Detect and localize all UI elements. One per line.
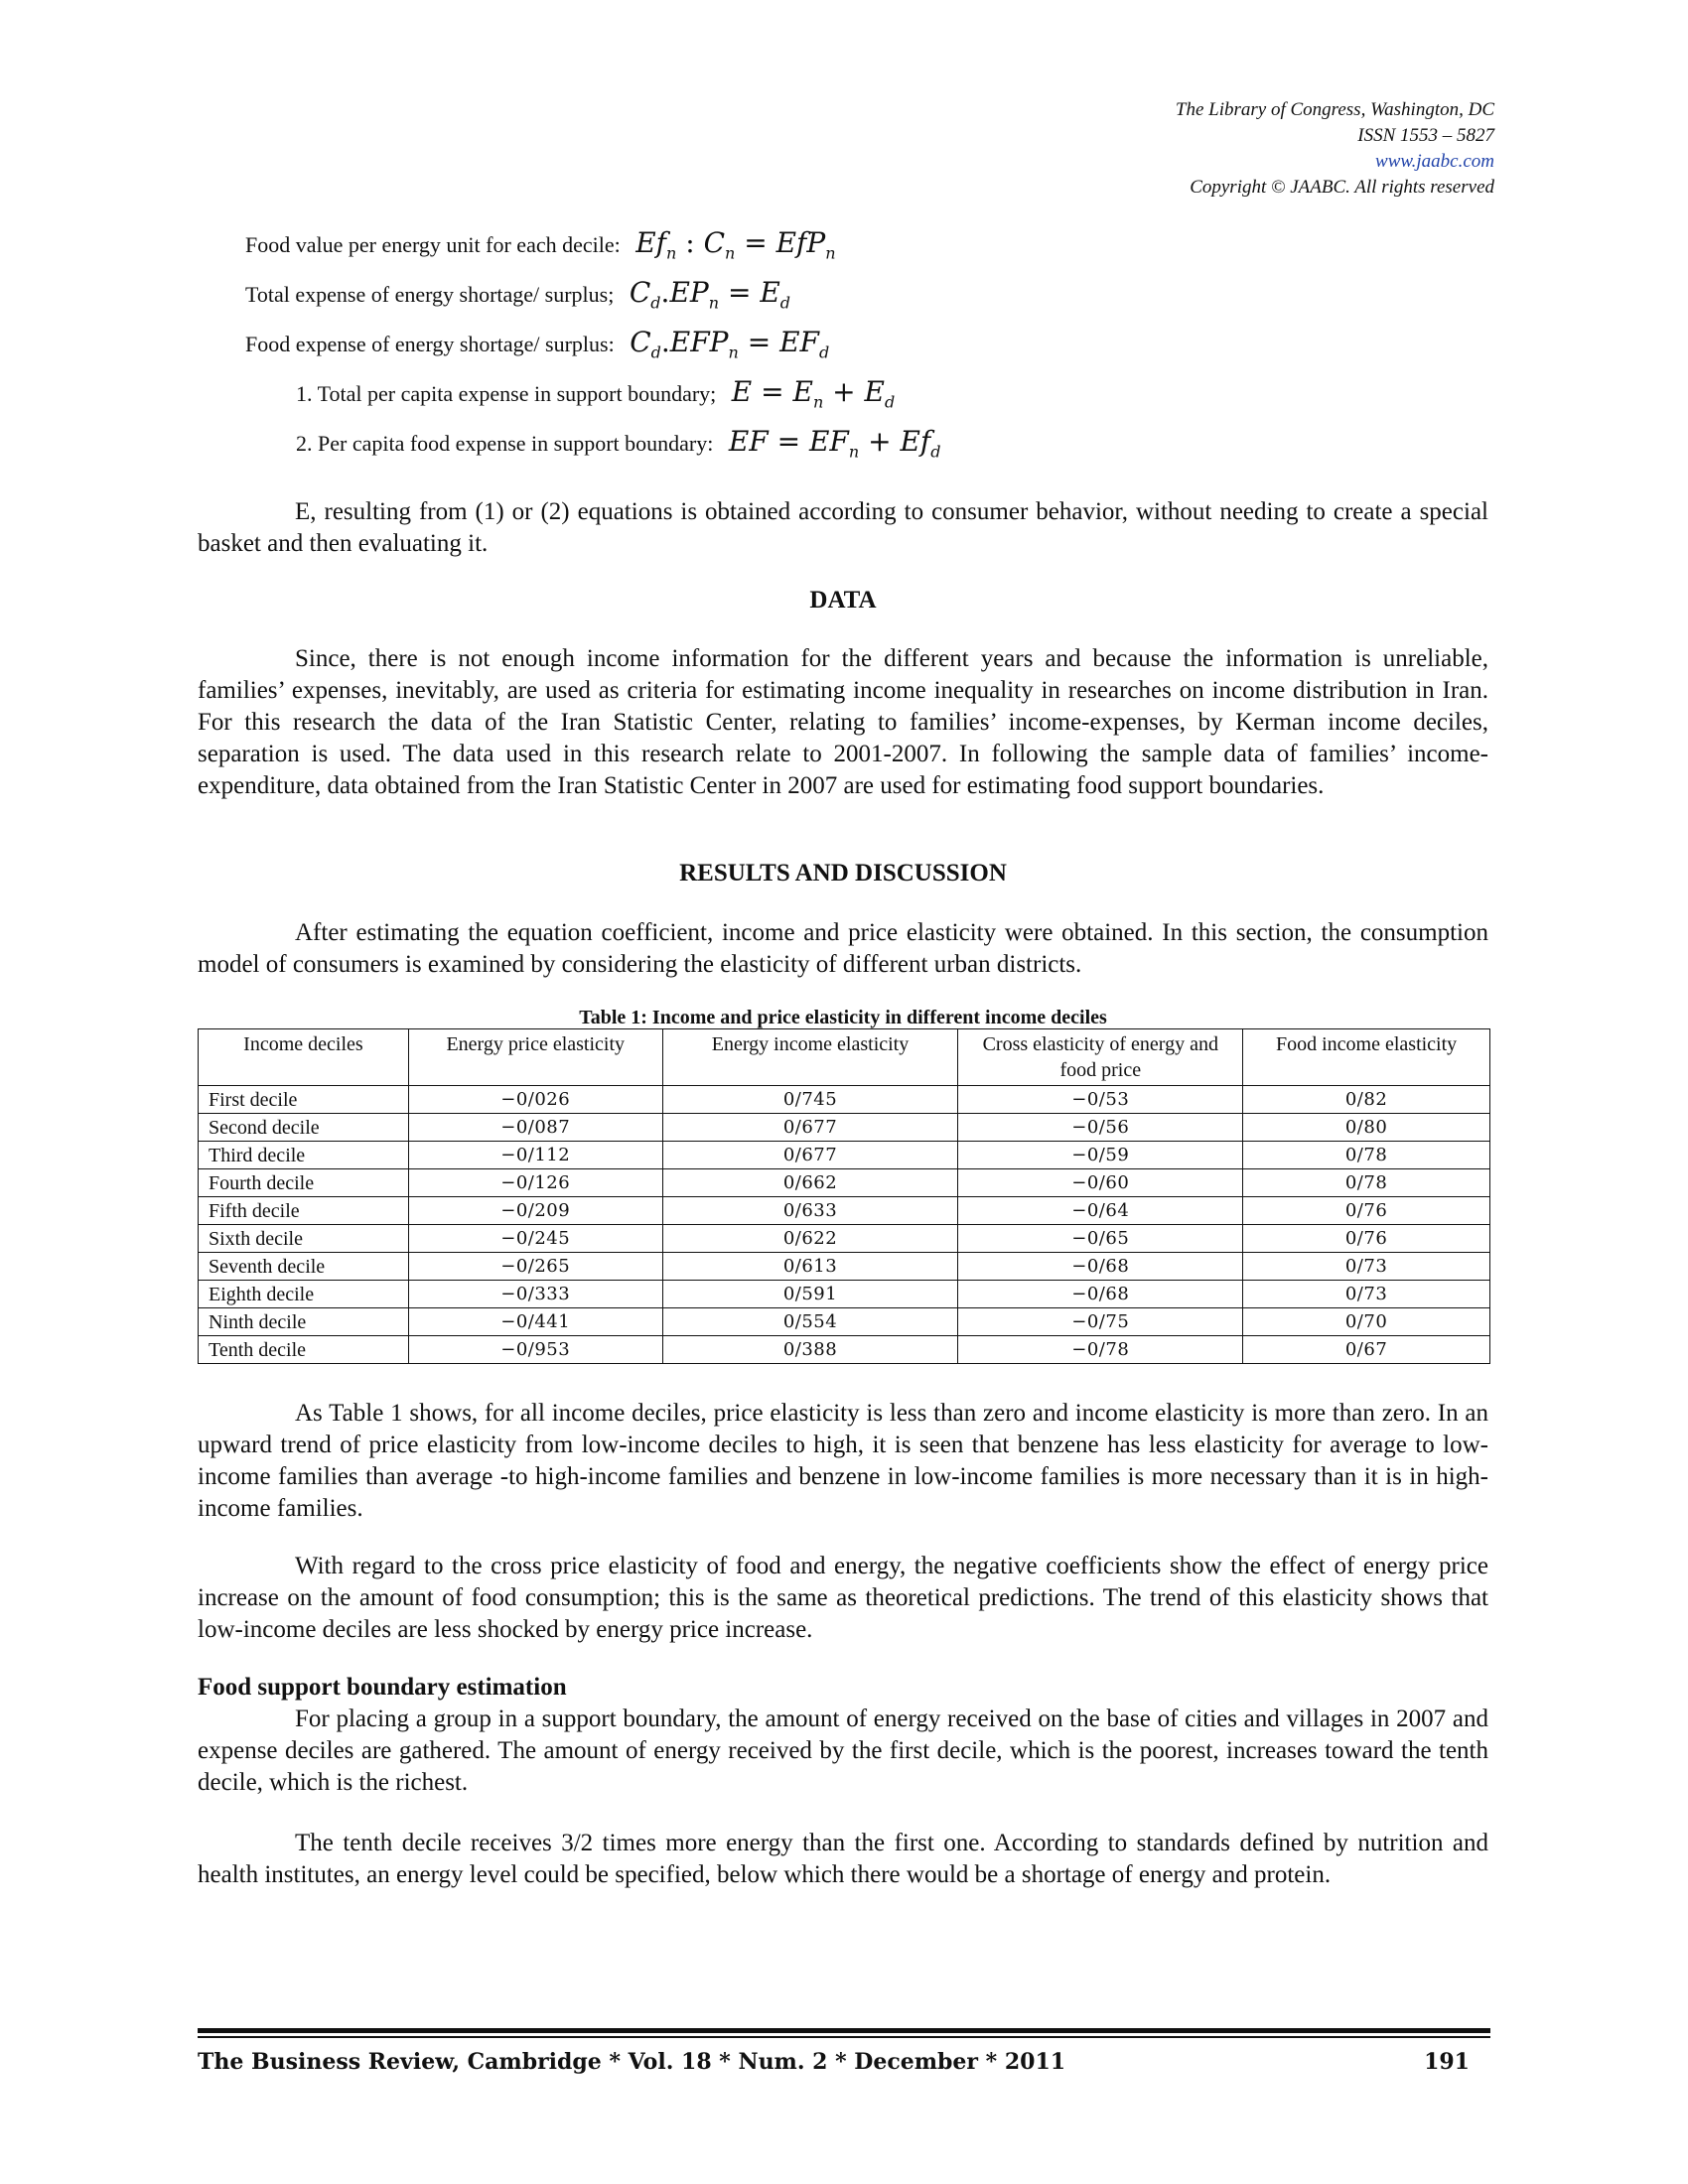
table-cell: −0/68: [958, 1281, 1243, 1308]
table-cell: 0/633: [662, 1197, 958, 1225]
table-cell: Eighth decile: [199, 1281, 409, 1308]
header-website-link[interactable]: www.jaabc.com: [1375, 151, 1494, 172]
equation-label: Total expense of energy shortage/ surplus;: [245, 282, 615, 307]
section-heading-data: DATA: [809, 587, 877, 614]
table-cell: 0/78: [1243, 1142, 1490, 1169]
column-header: Income deciles: [199, 1029, 409, 1086]
table-row: [199, 1169, 1490, 1197]
table-cell: −0/026: [408, 1086, 662, 1114]
equation-formula: $E = E_n + E_d$: [731, 375, 896, 412]
table-cell: 0/82: [1243, 1086, 1490, 1114]
table-cell: 0/677: [662, 1142, 958, 1169]
table-cell: Fifth decile: [199, 1197, 409, 1225]
table-cell: −0/65: [958, 1225, 1243, 1253]
table-cell: −0/087: [408, 1114, 662, 1142]
table-cell: −0/126: [408, 1169, 662, 1197]
table-cell: 0/80: [1243, 1114, 1490, 1142]
equation-food-value: [245, 226, 836, 263]
table-cell: −0/53: [958, 1086, 1243, 1114]
table-cell: First decile: [199, 1086, 409, 1114]
paragraph-results: After estimating the equation coefficient, income and price elasticity were obtained. In this section, the consumption model of consumers is examined by considering the elasticity of different urban districts.: [198, 919, 1488, 978]
page-number: 191: [1424, 2049, 1470, 2075]
equation-label: Food value per energy unit for each decile:: [245, 232, 621, 257]
table-cell: −0/56: [958, 1114, 1243, 1142]
equation-food-per-capita: [296, 425, 941, 462]
paragraph-cross-elasticity: With regard to the cross price elasticity of food and energy, the negative coefficients show the effect of energy price increase on the amount of food consumption; this is the same as theoretical predictions. The trend of this elasticity shows that low-income deciles are less shocked by energy price increase.: [198, 1553, 1488, 1643]
table-cell: −0/265: [408, 1253, 662, 1281]
paragraph-table-discussion: As Table 1 shows, for all income deciles, price elasticity is less than zero and income elasticity is more than zero. In an upward trend of price elasticity from low-income deciles to high, it is seen that benzene has less elasticity for average to low-income families than average -to high-income families and benzene in low-income families is more necessary than it is in high-income families.: [198, 1400, 1488, 1522]
paragraph-e-result: E, resulting from (1) or (2) equations is obtained according to consumer behavior, without needing to create a special basket and then evaluating it.: [198, 498, 1488, 557]
equation-formula: $Ef_n$ : $C_n = EfP_n$: [635, 226, 836, 263]
equation-formula: $C_d.EP_n = E_d$: [629, 276, 791, 313]
table-cell: −0/59: [958, 1142, 1243, 1169]
table-cell: Sixth decile: [199, 1225, 409, 1253]
subsection-heading-food-support: Food support boundary estimation: [198, 1674, 567, 1701]
table-cell: −0/60: [958, 1169, 1243, 1197]
table-row: [199, 1142, 1490, 1169]
table-cell: −0/441: [408, 1308, 662, 1336]
table-cell: 0/613: [662, 1253, 958, 1281]
table-cell: −0/112: [408, 1142, 662, 1169]
table-cell: Tenth decile: [199, 1336, 409, 1364]
equation-formula: $C_d.EFP_n = EF_d$: [630, 326, 830, 362]
table-caption: Table 1: Income and price elasticity in different income deciles: [579, 1007, 1107, 1028]
equation-total-per-capita: [296, 375, 895, 412]
elasticity-table: [198, 1028, 1490, 1364]
table-cell: −0/75: [958, 1308, 1243, 1336]
equation-label: Food expense of energy shortage/ surplus:: [245, 332, 615, 356]
table-cell: Ninth decile: [199, 1308, 409, 1336]
table-row: [199, 1308, 1490, 1336]
equation-total-expense: [245, 276, 790, 313]
table-cell: −0/68: [958, 1253, 1243, 1281]
table-row: [199, 1281, 1490, 1308]
table-cell: 0/662: [662, 1169, 958, 1197]
table-cell: 0/745: [662, 1086, 958, 1114]
table-cell: 0/73: [1243, 1281, 1490, 1308]
table-cell: Seventh decile: [199, 1253, 409, 1281]
equation-formula: EF = $EF_n + Ef_d$: [728, 425, 941, 462]
equation-label: 2. Per capita food expense in support boundary:: [296, 431, 714, 456]
table-cell: 0/78: [1243, 1169, 1490, 1197]
header-issn: ISSN 1553 – 5827: [1357, 125, 1494, 146]
table-row: [199, 1086, 1490, 1114]
equation-food-expense: [245, 326, 829, 362]
section-heading-results: RESULTS AND DISCUSSION: [679, 860, 1007, 887]
column-header: Energy income elasticity: [662, 1029, 958, 1086]
table-cell: 0/622: [662, 1225, 958, 1253]
header-copyright: Copyright © JAABC. All rights reserved: [1190, 177, 1494, 198]
table-cell: 0/70: [1243, 1308, 1490, 1336]
table-row: [199, 1253, 1490, 1281]
table-cell: −0/333: [408, 1281, 662, 1308]
table-cell: −0/245: [408, 1225, 662, 1253]
header-library: The Library of Congress, Washington, DC: [1175, 99, 1494, 120]
running-header: [1176, 97, 1494, 201]
footer-rule-thick: [198, 2028, 1490, 2033]
table-cell: 0/73: [1243, 1253, 1490, 1281]
table-cell: 0/591: [662, 1281, 958, 1308]
table-cell: 0/677: [662, 1114, 958, 1142]
table-cell: Third decile: [199, 1142, 409, 1169]
table-cell: 0/554: [662, 1308, 958, 1336]
column-header: Energy price elasticity: [408, 1029, 662, 1086]
footer-rule-thin: [198, 2036, 1490, 2038]
paragraph-tenth-decile: The tenth decile receives 3/2 times more energy than the first one. According to standards defined by nutrition and health institutes, an energy level could be specified, below which there would be a shortage of energy and protein.: [198, 1830, 1488, 1888]
table-cell: 0/76: [1243, 1225, 1490, 1253]
table-cell: 0/388: [662, 1336, 958, 1364]
table-row: [199, 1197, 1490, 1225]
equation-label: 1. Total per capita expense in support boundary;: [296, 381, 717, 406]
table-cell: −0/64: [958, 1197, 1243, 1225]
table-cell: Fourth decile: [199, 1169, 409, 1197]
table-cell: 0/76: [1243, 1197, 1490, 1225]
paragraph-data: Since, there is not enough income information for the different years and because the information is unreliable, families’ expenses, inevitably, are used as criteria for estimating income inequality in researches on income distribution in Iran. For this research the data of the Iran Statistic Center, relating to families’ income-expenses, by Kerman income deciles, separation is used. The data used in this research relate to 2001-2007. In following the sample data of families’ income-expenditure, data obtained from the Iran Statistic Center in 2007 are used for estimating food support boundaries.: [198, 645, 1488, 799]
table-header-row: [199, 1029, 1490, 1086]
table-cell: −0/78: [958, 1336, 1243, 1364]
column-header: Food income elasticity: [1243, 1029, 1490, 1086]
table-row: [199, 1114, 1490, 1142]
table-cell: −0/953: [408, 1336, 662, 1364]
footer-journal: The Business Review, Cambridge * Vol. 18 * Num. 2 * December * 2011: [198, 2049, 1066, 2075]
table-row: [199, 1225, 1490, 1253]
table-row: [199, 1336, 1490, 1364]
table-cell: Second decile: [199, 1114, 409, 1142]
table-cell: 0/67: [1243, 1336, 1490, 1364]
paragraph-food-support: For placing a group in a support boundary, the amount of energy received on the base of cities and villages in 2007 and expense deciles are gathered. The amount of energy received by the first decile, which is the poorest, increases toward the tenth decile, which is the richest.: [198, 1706, 1488, 1796]
table-cell: −0/209: [408, 1197, 662, 1225]
column-header: Cross elasticity of energy and food price: [958, 1029, 1243, 1086]
